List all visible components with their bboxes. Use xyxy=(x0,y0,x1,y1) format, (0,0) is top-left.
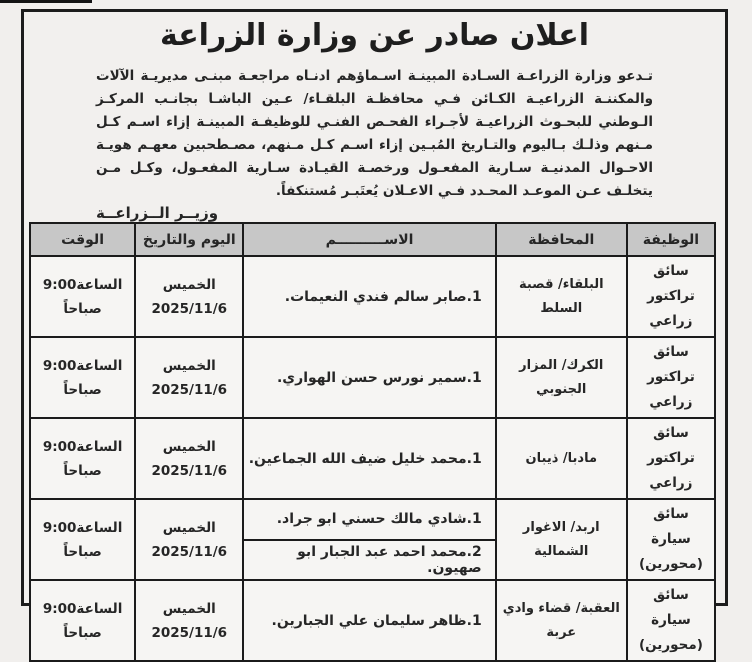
cell-date xyxy=(135,580,243,661)
date-value: 2025/11/6 xyxy=(151,624,228,641)
table-row xyxy=(30,499,715,540)
cell-governorate: العقبة/ قضاء وادي عربة xyxy=(496,580,627,661)
date-value: 2025/11/6 xyxy=(151,543,228,560)
day-label: الخميس xyxy=(162,438,216,455)
day-label: الخميس xyxy=(162,276,216,293)
cell-name: 1.شادي مالك حسني ابو جراد. xyxy=(243,499,495,540)
day-label: الخميس xyxy=(162,519,216,536)
date-value: 2025/11/6 xyxy=(151,462,228,479)
time-hour: الساعة9:00 xyxy=(42,600,123,617)
col-header-date: اليوم والتاريخ xyxy=(135,223,243,256)
cell-job: سائق تراكتور زراعي xyxy=(627,337,715,418)
col-header-name: الاســــــــــم xyxy=(243,223,495,256)
time-hour: الساعة9:00 xyxy=(42,438,123,455)
time-period: صباحاً xyxy=(63,462,102,479)
time-period: صباحاً xyxy=(63,624,102,641)
table-row xyxy=(30,418,715,499)
cell-name: 1.ظاهر سليمان علي الجبارين. xyxy=(243,580,495,661)
day-label: الخميس xyxy=(162,357,216,374)
page-title: اعلان صادر عن وزارة الزراعة xyxy=(160,18,589,53)
cell-date xyxy=(135,256,243,337)
minister-signature: وزيــر الــزراعــة xyxy=(96,204,219,222)
announcement-body: تـدعو وزارة الزراعـة السـادة المبينـة اسـماؤهم ادنـاه مراجعـة مبنـى مديريـة الآلات والمكننـة الزراعيـة الكـائن فـي محافظـة البلقـاء/ عـين الباشـا بجانـب المركـز الـوطني للبحـوث الزراعيـة لأجـراء الفحـص الفنـي للوظيفـة المبينـة إزاء اسـم كـل مـنهم وذلـك بـاليوم والتـاريخ المُبـين إزاء اسـم كـل مـنهم، مصـطحبين معهـم هويـة الاحـوال المدنيـة سـارية المفعـول ورخصـة القيـادة سـارية المفعـول، وكـل مـن يتخلـف عـن الموعـد المحـدد فـي الاعـلان يُعتَبـر مُستنكفاً. xyxy=(96,68,653,199)
date-value: 2025/11/6 xyxy=(151,381,228,398)
schedule-table xyxy=(29,222,716,662)
cell-date xyxy=(135,418,243,499)
col-header-governorate: المحافظة xyxy=(496,223,627,256)
cell-job: سائق سيارة (محورين) xyxy=(627,580,715,661)
cell-time xyxy=(30,418,135,499)
cell-governorate: الكرك/ المزار الجنوبي xyxy=(496,337,627,418)
cell-date xyxy=(135,499,243,580)
time-hour: الساعة9:00 xyxy=(42,357,123,374)
table-row xyxy=(30,580,715,661)
time-period: صباحاً xyxy=(63,381,102,398)
time-period: صباحاً xyxy=(63,543,102,560)
scan-edge-artifact xyxy=(0,0,92,3)
col-header-time: الوقت xyxy=(30,223,135,256)
cell-name: 2.محمد احمد عبد الجبار ابو صهيون. xyxy=(243,540,495,581)
time-hour: الساعة9:00 xyxy=(42,276,123,293)
cell-time xyxy=(30,256,135,337)
cell-name: 1.محمد خليل ضيف الله الجماعين. xyxy=(243,418,495,499)
cell-job: سائق تراكتور زراعي xyxy=(627,256,715,337)
cell-time xyxy=(30,499,135,580)
cell-date xyxy=(135,337,243,418)
cell-name: 1.سمير نورس حسن الهواري. xyxy=(243,337,495,418)
cell-time xyxy=(30,580,135,661)
cell-job: سائق تراكتور زراعي xyxy=(627,418,715,499)
table-row xyxy=(30,256,715,337)
day-label: الخميس xyxy=(162,600,216,617)
schedule-table-wrap xyxy=(24,222,725,662)
col-header-job: الوظيفة xyxy=(627,223,715,256)
cell-governorate: مادبا/ ذيبان xyxy=(496,418,627,499)
announcement-frame xyxy=(21,9,728,653)
cell-time xyxy=(30,337,135,418)
cell-governorate: البلقاء/ قصبة السلط xyxy=(496,256,627,337)
cell-job: سائق سيارة (محورين) xyxy=(627,499,715,580)
date-value: 2025/11/6 xyxy=(151,300,228,317)
cell-name: 1.صابر سالم فندي النعيمات. xyxy=(243,256,495,337)
time-hour: الساعة9:00 xyxy=(42,519,123,536)
time-period: صباحاً xyxy=(63,300,102,317)
table-row xyxy=(30,337,715,418)
table-header-row xyxy=(30,223,715,256)
cell-governorate: اربد/ الاغوار الشمالية xyxy=(496,499,627,580)
